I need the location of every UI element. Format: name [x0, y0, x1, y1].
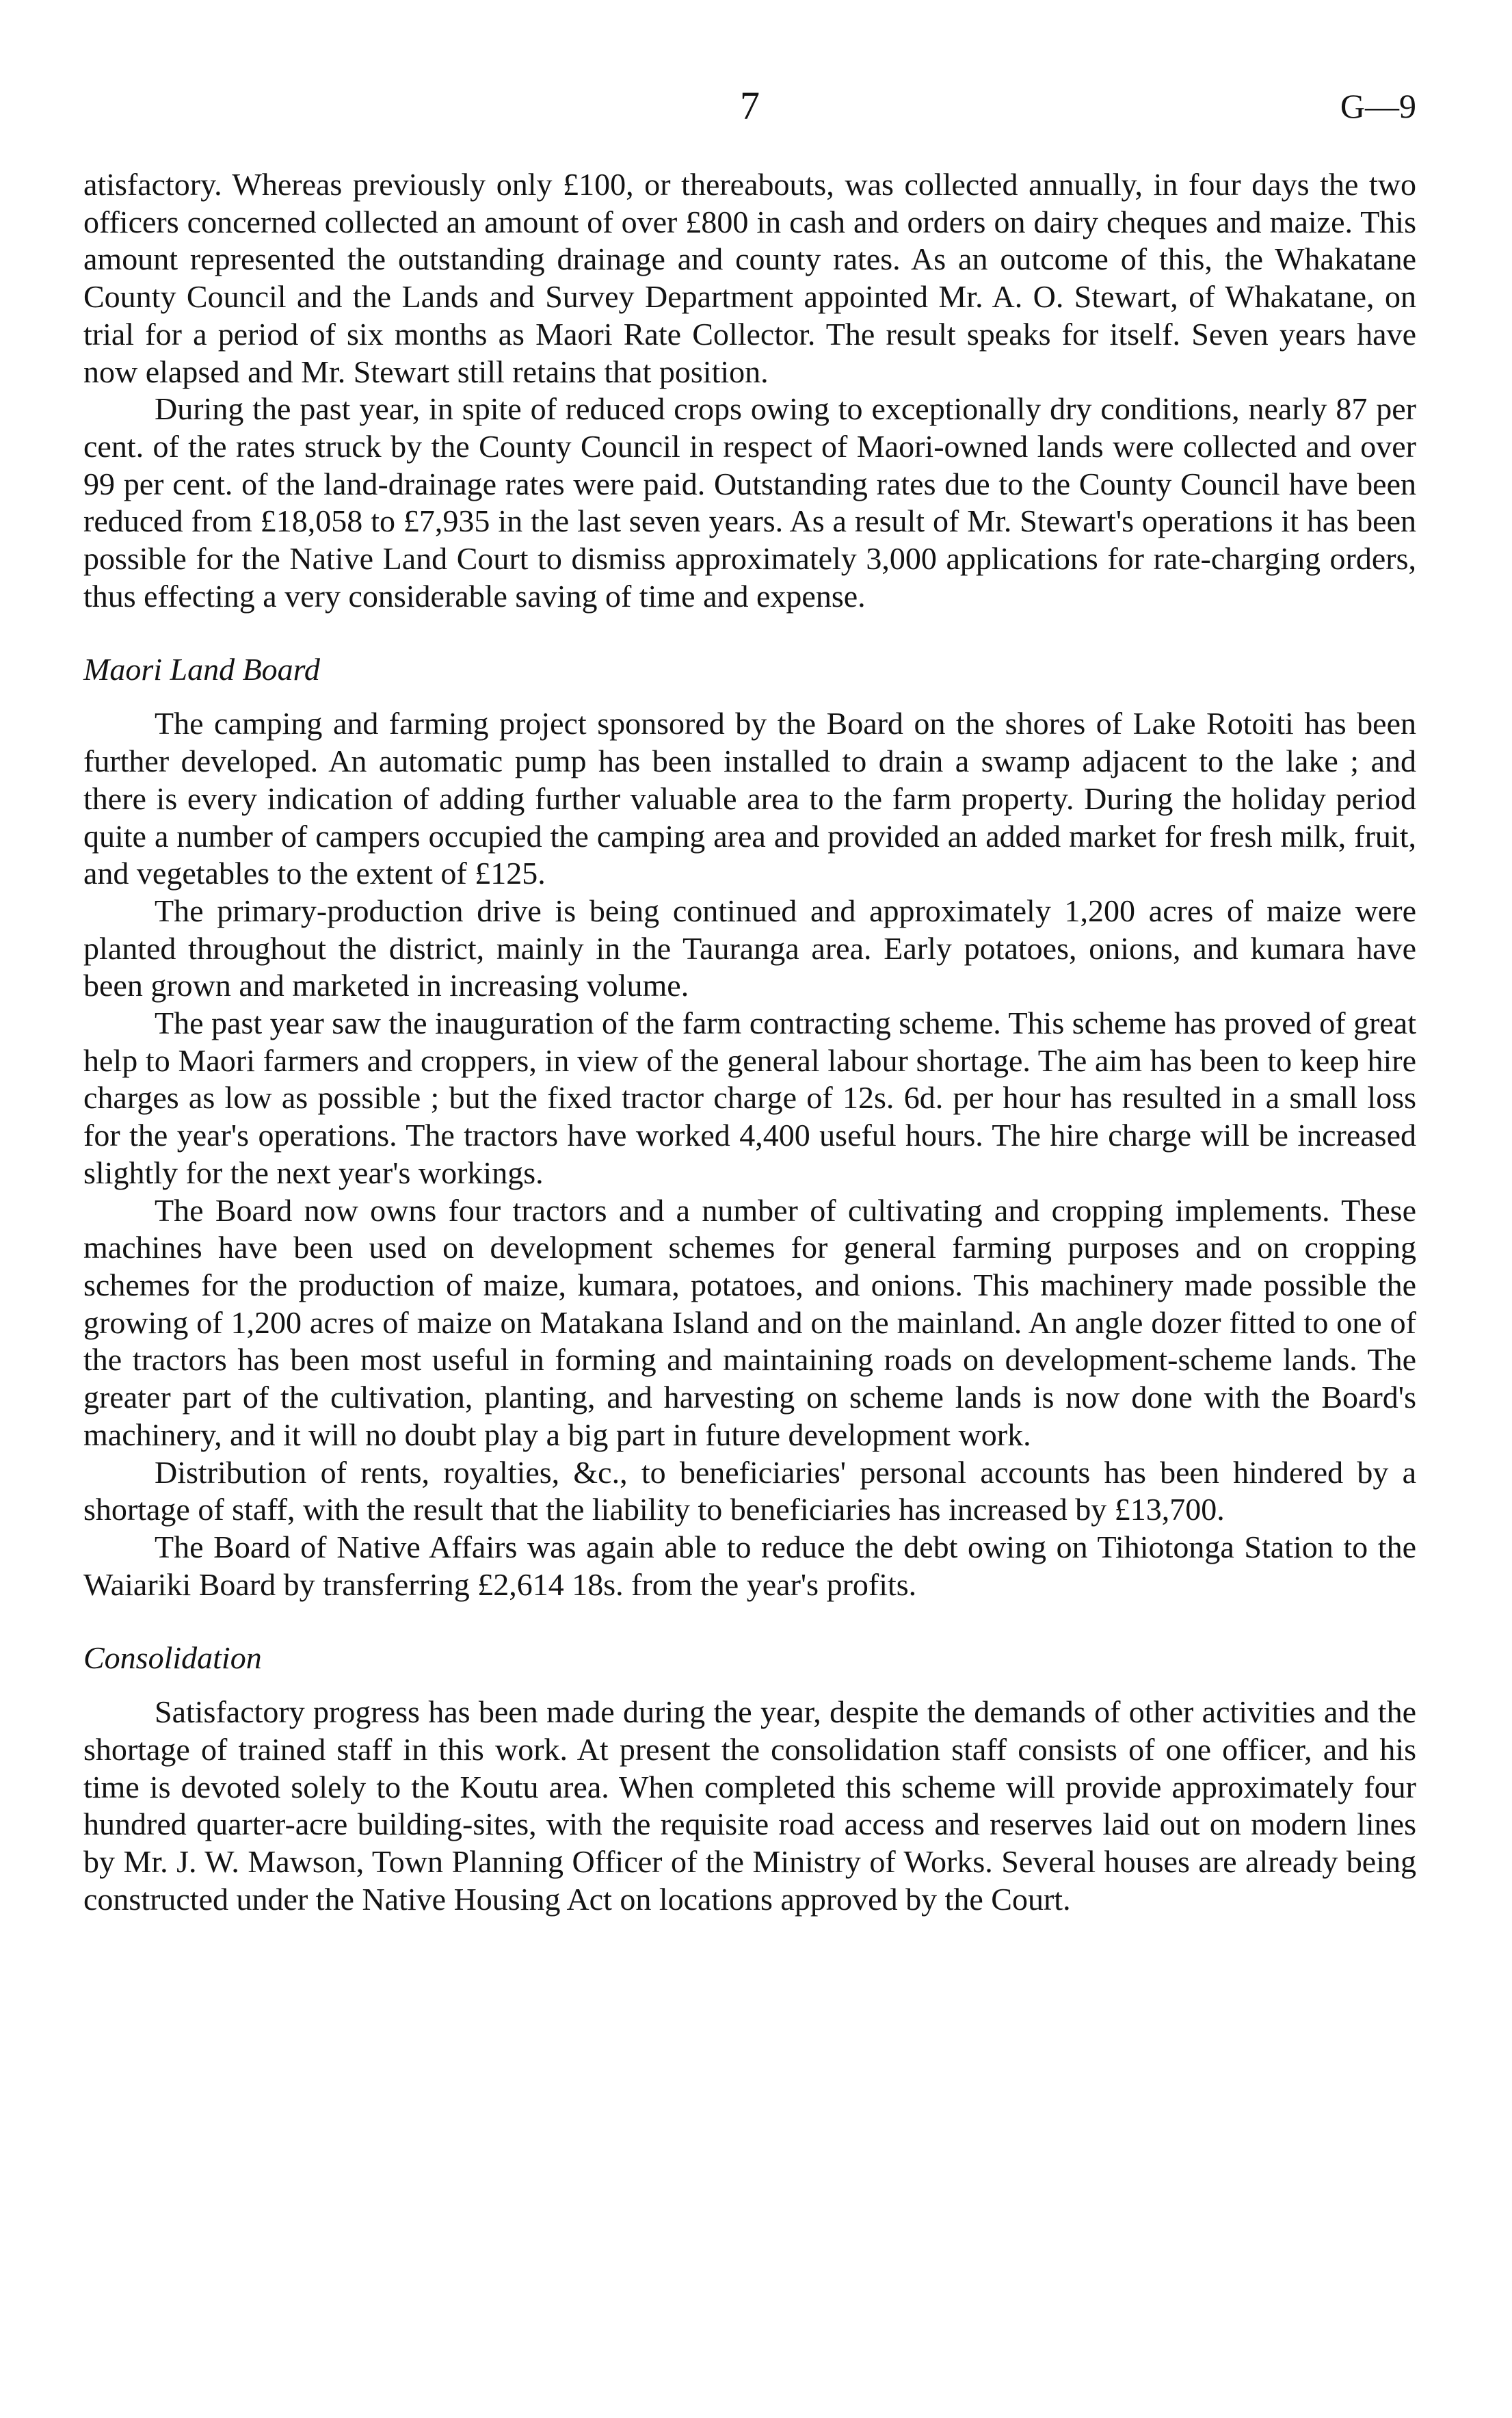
paragraph: During the past year, in spite of reduced crops owing to exceptionally dry conditions, nearly 87 per cent. of the rates struck by the County Council in respect of Maori-owned lands were collected and over 99 per cent. of the land-drainage rates were paid. Outstanding rates due to the County Council have been reduced from £18,058 to £7,935 in the last seven years. As a result of Mr. Stewart's operations it has been possible for the Native Land Court to dismiss approximately 3,000 applications for rate-charging orders, thus effecting a very considerable saving of time and expense. — [83, 391, 1416, 614]
paragraph: The past year saw the inauguration of the farm contracting scheme. This scheme has proved of great help to Maori farmers and croppers, in view of the general labour shortage. The aim has been to keep hire charges as low as possible ; but the fixed tractor charge of 12s. 6d. per hour has resulted in a small loss for the year's operations. The tractors have worked 4,400 useful hours. The hire charge will be increased slightly for the next year's workings. — [83, 1006, 1416, 1190]
paragraph: The Board now owns four tractors and a number of cultivating and cropping implements. These machines have been used on development schemes for general farming purposes and on cropping schemes for the production of maize, kumara, potatoes, and onions. This machinery made possible the growing of 1,200 acres of maize on Matakana Island and on the mainland. An angle dozer fitted to one of the tractors has been most useful in forming and maintaining roads on development-scheme lands. The greater part of the cultivation, planting, and harvesting on scheme lands is now done with the Board's machinery, and it will no doubt play a big part in future development work. — [83, 1192, 1416, 1452]
section-heading-consolidation: Consolidation — [83, 1640, 262, 1676]
paragraph: Satisfactory progress has been made during the year, despite the demands of other activities and the shortage of trained staff in this work. At present the consolidation staff consists of one officer, and his time is devoted solely to the Koutu area. When completed this scheme will provide approximately four hundred quarter-acre building-sites, with the requisite road access and reserves laid out on modern lines by Mr. J. W. Mawson, Town Planning Officer of the Ministry of Works. Several houses are already being constructed under the Native Housing Act on locations approved by the Court. — [83, 1694, 1416, 1917]
paragraph: The Board of Native Affairs was again able to reduce the debt owing on Tihiotonga Station to the Waiariki Board by transferring £2,614 18s. from the year's profits. — [83, 1529, 1416, 1602]
paragraph: The camping and farming project sponsored by the Board on the shores of Lake Rotoiti has been further developed. An automatic pump has been installed to drain a swamp adjacent to the lake ; and there is every indication of adding further valuable area to the farm property. During the holiday period quite a number of campers occupied the camping area and provided an added market for fresh milk, fruit, and vegetables to the extent of £125. — [83, 706, 1416, 891]
document-code: G—9 — [1340, 87, 1416, 125]
page-number: 7 — [740, 83, 760, 128]
paragraph: Distribution of rents, royalties, &c., to beneficiaries' personal accounts has been hindered by a shortage of staff, with the result that the liability to beneficiaries has increased by £13,700. — [83, 1454, 1416, 1527]
page-header — [83, 79, 1416, 133]
paragraph: The primary-production drive is being continued and approximately 1,200 acres of maize were planted throughout the district, mainly in the Tauranga area. Early potatoes, onions, and kumara have been grown and marketed in increasing volume. — [83, 893, 1416, 1003]
paragraph-continued: atisfactory. Whereas previously only £100, or thereabouts, was collected annually, in four days the two officers concerned collected an amount of over £800 in cash and orders on dairy cheques and maize. This amount represented the outstanding drainage and county rates. As an outcome of this, the Whakatane County Council and the Lands and Survey Department appointed Mr. A. O. Stewart, of Whakatane, on trial for a period of six months as Maori Rate Collector. The result speaks for itself. Seven years have now elapsed and Mr. Stewart still retains that position. — [83, 167, 1416, 389]
body-text — [83, 166, 1416, 1919]
section-heading-maori-land-board: Maori Land Board — [83, 652, 320, 687]
